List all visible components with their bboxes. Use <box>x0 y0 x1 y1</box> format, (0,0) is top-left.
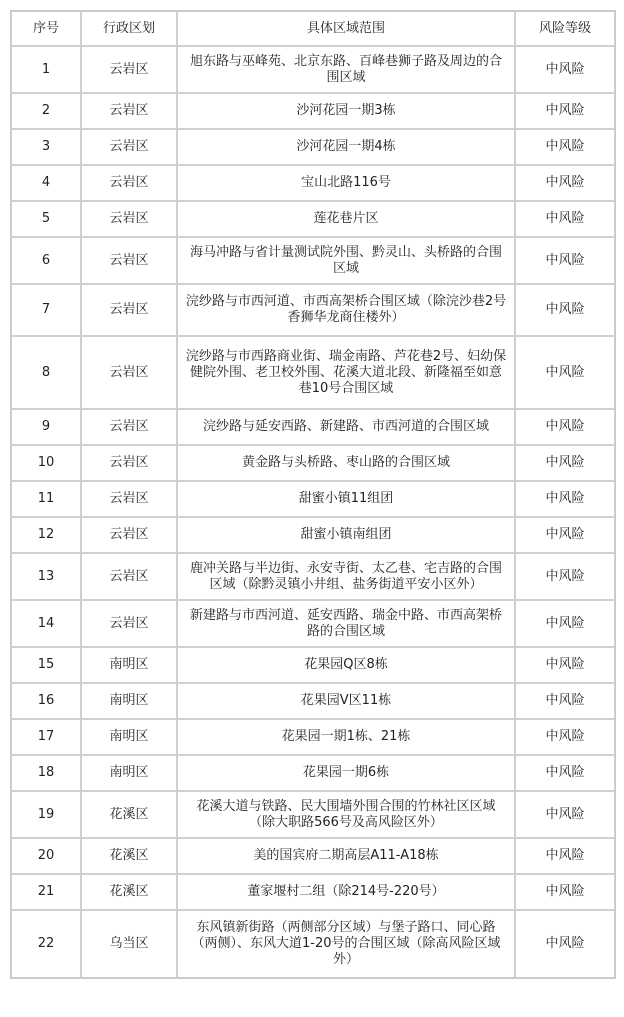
cell-no: 11 <box>11 481 81 517</box>
cell-area: 美的国宾府二期高层A11-A18栋 <box>177 838 515 874</box>
table-row <box>11 910 615 978</box>
table-row <box>11 755 615 791</box>
table-row <box>11 445 615 481</box>
cell-no: 7 <box>11 284 81 336</box>
cell-risk: 中风险 <box>515 683 615 719</box>
cell-area: 花果园V区11栋 <box>177 683 515 719</box>
cell-no: 18 <box>11 755 81 791</box>
cell-no: 10 <box>11 445 81 481</box>
cell-risk: 中风险 <box>515 791 615 838</box>
cell-district: 南明区 <box>81 683 177 719</box>
table-row <box>11 201 615 237</box>
cell-risk: 中风险 <box>515 237 615 284</box>
cell-area: 甜蜜小镇11组团 <box>177 481 515 517</box>
table-row <box>11 129 615 165</box>
cell-risk: 中风险 <box>515 284 615 336</box>
cell-district: 云岩区 <box>81 165 177 201</box>
cell-risk: 中风险 <box>515 553 615 600</box>
header-risk: 风险等级 <box>515 11 615 46</box>
cell-district: 云岩区 <box>81 481 177 517</box>
cell-area: 莲花巷片区 <box>177 201 515 237</box>
cell-risk: 中风险 <box>515 600 615 647</box>
cell-area: 甜蜜小镇南组团 <box>177 517 515 553</box>
cell-district: 花溪区 <box>81 838 177 874</box>
cell-no: 1 <box>11 46 81 93</box>
table-row <box>11 553 615 600</box>
cell-no: 19 <box>11 791 81 838</box>
cell-district: 云岩区 <box>81 517 177 553</box>
cell-risk: 中风险 <box>515 409 615 445</box>
table-row <box>11 719 615 755</box>
cell-risk: 中风险 <box>515 165 615 201</box>
cell-area: 花果园Q区8栋 <box>177 647 515 683</box>
cell-no: 15 <box>11 647 81 683</box>
cell-area: 新建路与市西河道、延安西路、瑞金中路、市西高架桥路的合围区域 <box>177 600 515 647</box>
table-row <box>11 517 615 553</box>
cell-area: 东风镇新街路（两侧部分区域）与堡子路口、同心路（两侧）、东风大道1-20号的合围区域（除高风险区域外） <box>177 910 515 978</box>
cell-district: 云岩区 <box>81 201 177 237</box>
cell-area: 沙河花园一期4栋 <box>177 129 515 165</box>
cell-area: 沙河花园一期3栋 <box>177 93 515 129</box>
cell-no: 6 <box>11 237 81 284</box>
table-row <box>11 237 615 284</box>
cell-no: 5 <box>11 201 81 237</box>
cell-no: 4 <box>11 165 81 201</box>
cell-district: 云岩区 <box>81 409 177 445</box>
cell-no: 13 <box>11 553 81 600</box>
cell-area: 黄金路与头桥路、枣山路的合围区域 <box>177 445 515 481</box>
cell-district: 云岩区 <box>81 237 177 284</box>
cell-risk: 中风险 <box>515 445 615 481</box>
cell-area: 海马冲路与省计量测试院外围、黔灵山、头桥路的合围区域 <box>177 237 515 284</box>
table-row <box>11 93 615 129</box>
cell-area: 宝山北路116号 <box>177 165 515 201</box>
table-row <box>11 165 615 201</box>
cell-area: 浣纱路与市西路商业街、瑞金南路、芦花巷2号、妇幼保健院外围、老卫校外围、花溪大道北段、新隆福至如意巷10号合围区域 <box>177 336 515 409</box>
header-no: 序号 <box>11 11 81 46</box>
cell-risk: 中风险 <box>515 647 615 683</box>
table-row <box>11 600 615 647</box>
cell-risk: 中风险 <box>515 336 615 409</box>
table-row <box>11 683 615 719</box>
cell-risk: 中风险 <box>515 910 615 978</box>
cell-district: 云岩区 <box>81 93 177 129</box>
table-row <box>11 284 615 336</box>
cell-risk: 中风险 <box>515 93 615 129</box>
table-row <box>11 647 615 683</box>
cell-no: 16 <box>11 683 81 719</box>
cell-area: 董家堰村二组（除214号-220号） <box>177 874 515 910</box>
cell-district: 南明区 <box>81 755 177 791</box>
cell-district: 云岩区 <box>81 46 177 93</box>
cell-no: 9 <box>11 409 81 445</box>
cell-district: 南明区 <box>81 719 177 755</box>
cell-district: 云岩区 <box>81 336 177 409</box>
cell-area: 旭东路与巫峰苑、北京东路、百峰巷狮子路及周边的合围区域 <box>177 46 515 93</box>
header-area: 具体区域范围 <box>177 11 515 46</box>
cell-risk: 中风险 <box>515 481 615 517</box>
cell-district: 云岩区 <box>81 553 177 600</box>
cell-no: 3 <box>11 129 81 165</box>
cell-district: 云岩区 <box>81 129 177 165</box>
cell-no: 22 <box>11 910 81 978</box>
cell-no: 17 <box>11 719 81 755</box>
cell-risk: 中风险 <box>515 517 615 553</box>
cell-area: 花果园一期6栋 <box>177 755 515 791</box>
cell-district: 云岩区 <box>81 600 177 647</box>
cell-no: 8 <box>11 336 81 409</box>
table-row <box>11 336 615 409</box>
cell-no: 12 <box>11 517 81 553</box>
table-row <box>11 481 615 517</box>
cell-area: 花溪大道与铁路、民大围墙外围合围的竹林社区区域（除大职路566号及高风险区外） <box>177 791 515 838</box>
cell-risk: 中风险 <box>515 755 615 791</box>
cell-district: 南明区 <box>81 647 177 683</box>
cell-district: 乌当区 <box>81 910 177 978</box>
cell-no: 2 <box>11 93 81 129</box>
header-district: 行政区划 <box>81 11 177 46</box>
cell-no: 21 <box>11 874 81 910</box>
cell-risk: 中风险 <box>515 874 615 910</box>
cell-risk: 中风险 <box>515 201 615 237</box>
cell-no: 20 <box>11 838 81 874</box>
table-row <box>11 791 615 838</box>
cell-risk: 中风险 <box>515 719 615 755</box>
risk-area-table <box>10 10 616 979</box>
table-row <box>11 409 615 445</box>
cell-area: 花果园一期1栋、21栋 <box>177 719 515 755</box>
cell-area: 鹿冲关路与半边街、永安寺街、太乙巷、宅吉路的合围区域（除黔灵镇小井组、盐务街道平安小区外） <box>177 553 515 600</box>
cell-district: 云岩区 <box>81 284 177 336</box>
cell-district: 花溪区 <box>81 791 177 838</box>
cell-no: 14 <box>11 600 81 647</box>
cell-district: 花溪区 <box>81 874 177 910</box>
header-row <box>11 11 615 46</box>
cell-risk: 中风险 <box>515 129 615 165</box>
table-row <box>11 874 615 910</box>
cell-risk: 中风险 <box>515 838 615 874</box>
cell-risk: 中风险 <box>515 46 615 93</box>
cell-district: 云岩区 <box>81 445 177 481</box>
table-row <box>11 838 615 874</box>
cell-area: 浣纱路与延安西路、新建路、市西河道的合围区域 <box>177 409 515 445</box>
table-row <box>11 46 615 93</box>
cell-area: 浣纱路与市西河道、市西高架桥合围区域（除浣沙巷2号香狮华龙商住楼外） <box>177 284 515 336</box>
